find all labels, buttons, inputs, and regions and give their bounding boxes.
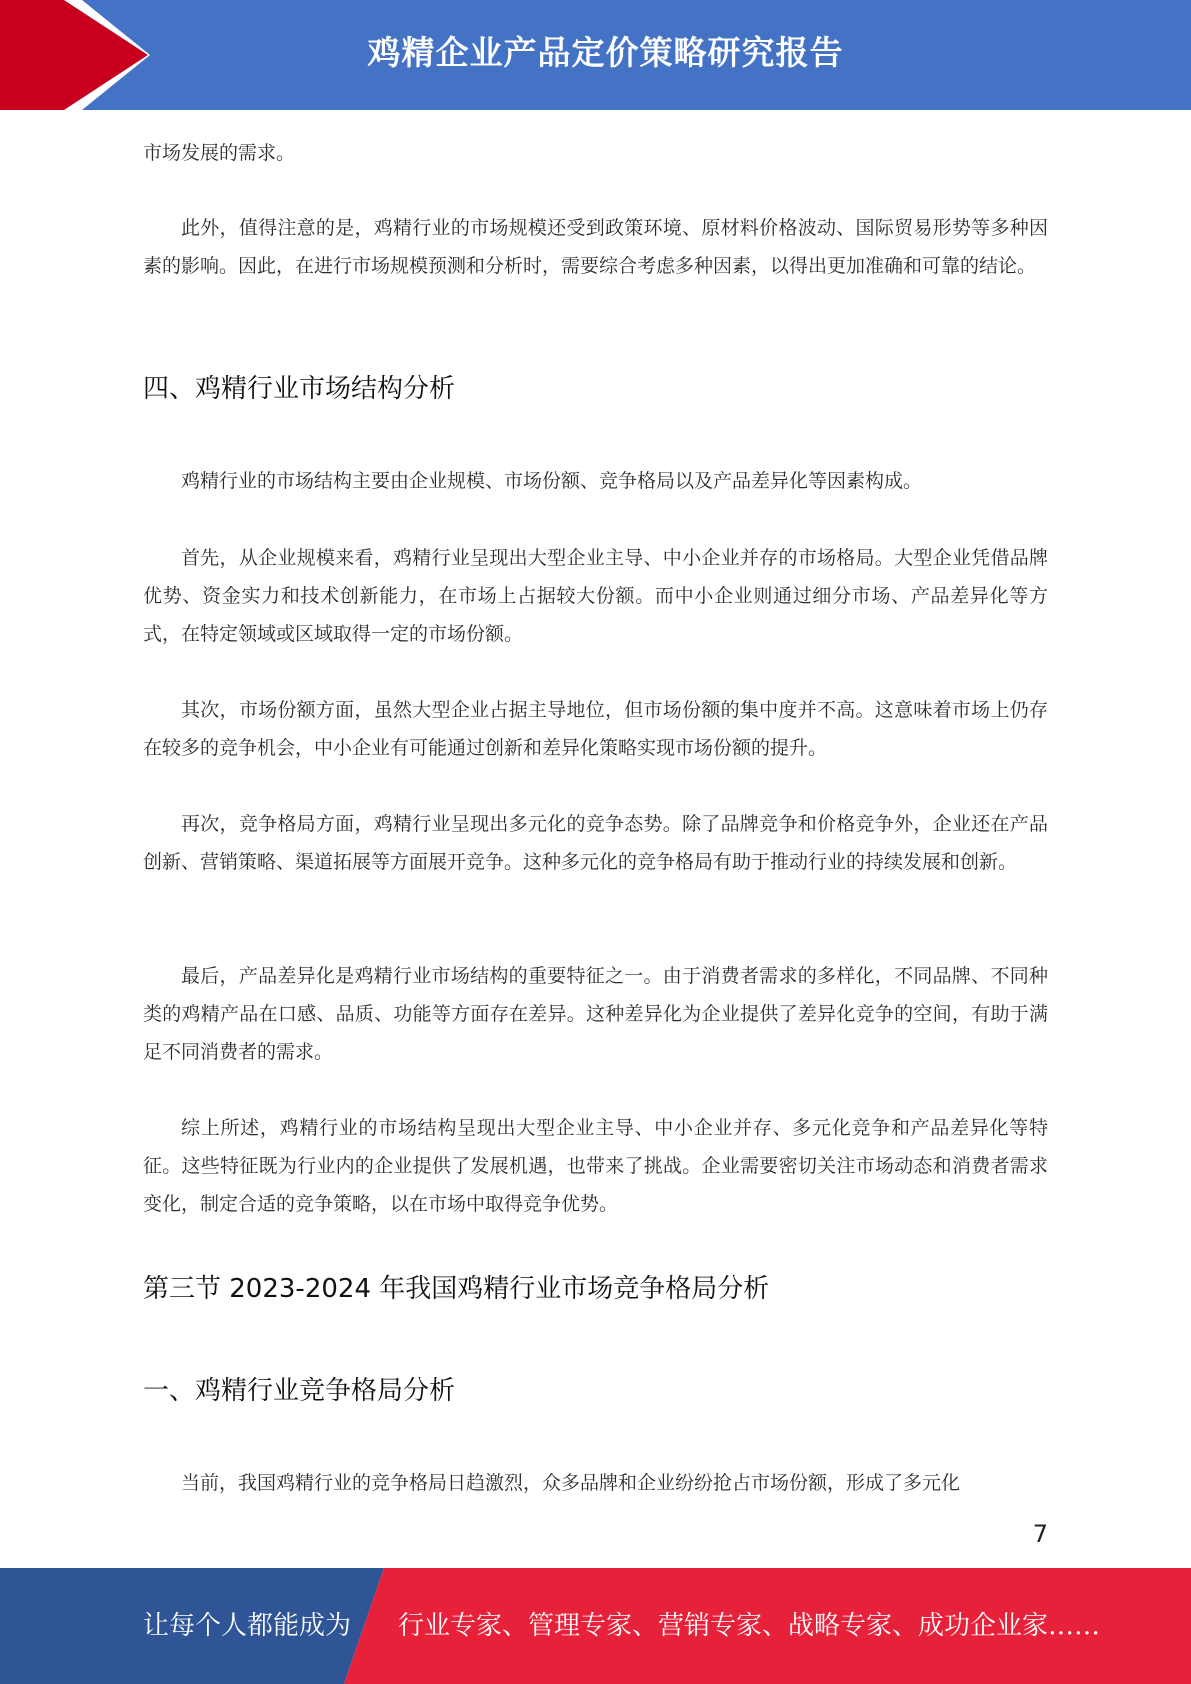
footer-slogan-left: 让每个人都能成为 (143, 1611, 352, 1641)
paragraph: 市场发展的需求。 (143, 142, 296, 164)
report-title: 鸡精企业产品定价策略研究报告 (367, 33, 844, 72)
subsection-heading: 一、鸡精行业竞争格局分析 (143, 1376, 456, 1406)
paragraph: 首先，从企业规模来看，鸡精行业呈现出大型企业主导、中小企业并存的市场格局。大型企业凭借品牌优势、资金实力和技术创新能力，在市场上占据较大份额。而中小企业则通过细分市场、产品差异化等方式，在特定领域或区域取得一定的市场份额。 (143, 547, 1048, 645)
page-footer (0, 1568, 1191, 1684)
paragraph: 再次，竞争格局方面，鸡精行业呈现出多元化的竞争态势。除了品牌竞争和价格竞争外，企业还在产品创新、营销策略、渠道拓展等方面展开竞争。这种多元化的竞争格局有助于推动行业的持续发展和创新。 (143, 813, 1048, 873)
paragraph: 最后，产品差异化是鸡精行业市场结构的重要特征之一。由于消费者需求的多样化，不同品牌、不同种类的鸡精产品在口感、品质、功能等方面存在差异。这种差异化为企业提供了差异化竞争的空间，有助于满足不同消费者的需求。 (143, 965, 1048, 1063)
section-heading: 四、鸡精行业市场结构分析 (143, 374, 456, 404)
footer-slogan-right: 行业专家、管理专家、营销专家、战略专家、成功企业家…… (398, 1611, 1101, 1641)
paragraph: 综上所述，鸡精行业的市场结构呈现出大型企业主导、中小企业并存、多元化竞争和产品差异化等特征。这些特征既为行业内的企业提供了发展机遇，也带来了挑战。企业需要密切关注市场动态和消费者需求变化，制定合适的竞争策略，以在市场中取得竞争优势。 (143, 1117, 1048, 1215)
section-heading: 第三节 2023-2024 年我国鸡精行业市场竞争格局分析 (143, 1274, 770, 1304)
paragraph: 鸡精行业的市场结构主要由企业规模、市场份额、竞争格局以及产品差异化等因素构成。 (181, 470, 923, 492)
paragraph: 此外，值得注意的是，鸡精行业的市场规模还受到政策环境、原材料价格波动、国际贸易形势等多种因素的影响。因此，在进行市场规模预测和分析时，需要综合考虑多种因素，以得出更加准确和可靠的结论。 (143, 217, 1048, 277)
paragraph: 当前，我国鸡精行业的竞争格局日趋激烈，众多品牌和企业纷纷抢占市场份额，形成了多元化 (181, 1472, 961, 1494)
paragraph: 其次，市场份额方面，虽然大型企业占据主导地位，但市场份额的集中度并不高。这意味着市场上仍存在较多的竞争机会，中小企业有可能通过创新和差异化策略实现市场份额的提升。 (143, 699, 1048, 759)
page-number: 7 (1032, 1520, 1048, 1548)
page-header (0, 0, 1191, 110)
